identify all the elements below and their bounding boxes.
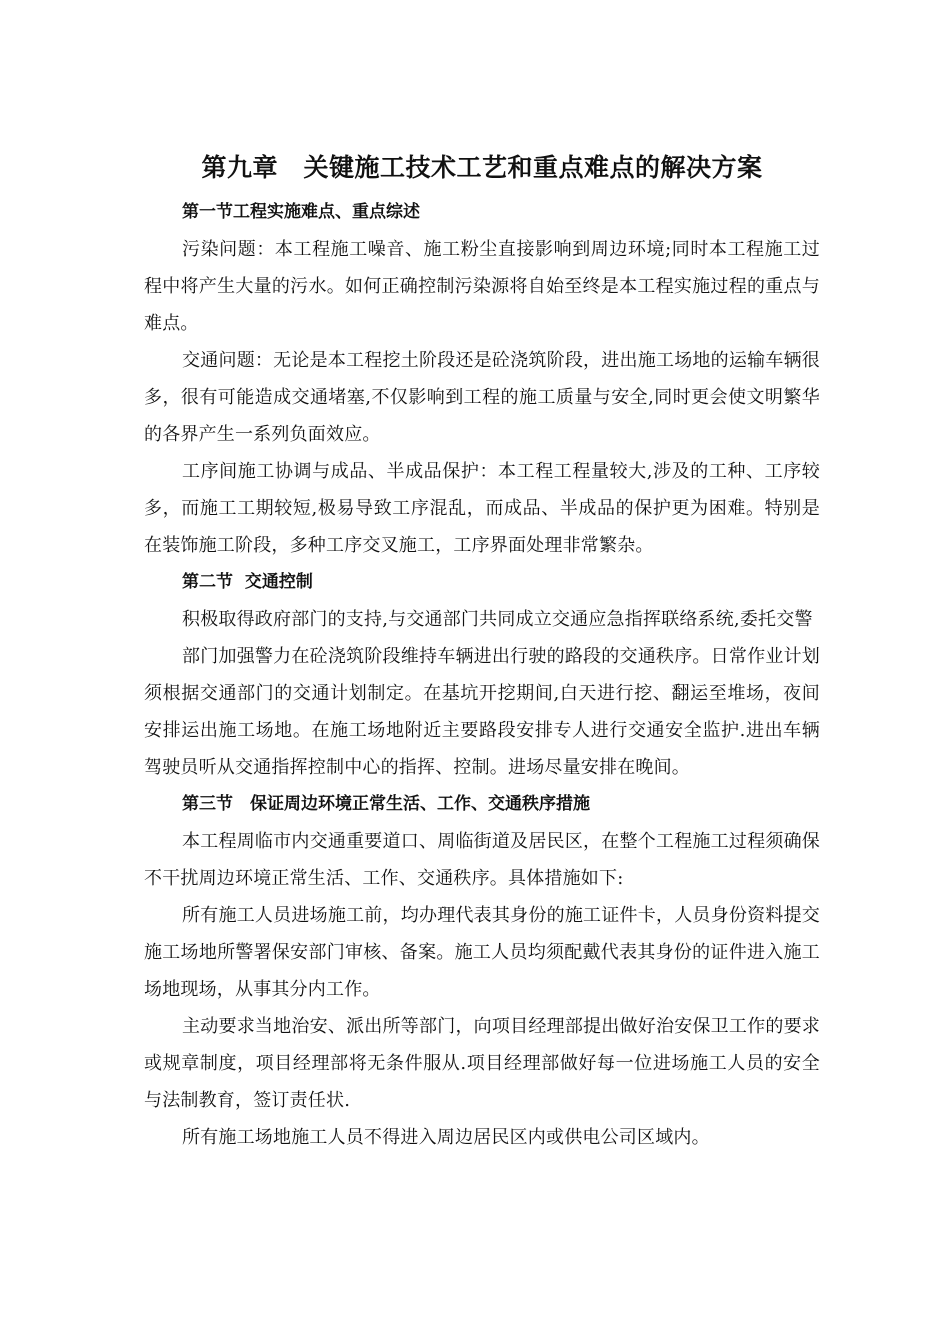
section-heading: 第三节 保证周边环境正常生活、工作、交通秩序措施 bbox=[182, 794, 590, 814]
paragraph: 工序间施工协调与成品、半成品保护：本工程工程量较大,涉及的工种、工序较多，而施工工期较短,极易导致工序混乱，而成品、半成品的保护更为困难。特别是在装饰施工阶段，多种工序交叉施工，工序界面处理非常繁杂。 bbox=[144, 461, 820, 556]
paragraph: 所有施工人员进场施工前，均办理代表其身份的施工证件卡，人员身份资料提交施工场地所警署保安部门审核、备案。施工人员均须配戴代表其身份的证件进入施工场地现场，从事其分内工作。 bbox=[144, 905, 820, 1000]
paragraph: 所有施工场地施工人员不得进入周边居民区内或供电公司区域内。 bbox=[182, 1127, 710, 1148]
paragraph: 积极取得政府部门的支持,与交通部门共同成立交通应急指挥联络系统,委托交警 bbox=[182, 609, 813, 630]
section-heading: 第一节工程实施难点、重点综述 bbox=[182, 202, 420, 222]
paragraph: 部门加强警力在砼浇筑阶段维持车辆进出行驶的路段的交通秩序。日常作业计划须根据交通部门的交通计划制定。在基坑开挖期间,白天进行挖、翻运至堆场，夜间安排运出施工场地。在施工场地附近主要路段安排专人进行交通安全监护.进出车辆驾驶员听从交通指挥控制中心的指挥、控制。进场尽量安排在晚间。 bbox=[144, 646, 820, 778]
paragraph: 污染问题：本工程施工噪音、施工粉尘直接影响到周边环境;同时本工程施工过程中将产生大量的污水。如何正确控制污染源将自始至终是本工程实施过程的重点与难点。 bbox=[144, 239, 820, 334]
paragraph: 主动要求当地治安、派出所等部门，向项目经理部提出做好治安保卫工作的要求或规章制度，项目经理部将无条件服从.项目经理部做好每一位进场施工人员的安全与法制教育，签订责任状. bbox=[144, 1016, 820, 1111]
section-heading: 第二节 交通控制 bbox=[182, 572, 313, 592]
paragraph: 交通问题：无论是本工程挖土阶段还是砼浇筑阶段，进出施工场地的运输车辆很多，很有可能造成交通堵塞,不仅影响到工程的施工质量与安全,同时更会使文明繁华的各界产生一系列负面效应。 bbox=[144, 350, 820, 445]
paragraph: 本工程周临市内交通重要道口、周临街道及居民区，在整个工程施工过程须确保不干扰周边环境正常生活、工作、交通秩序。具体措施如下: bbox=[144, 831, 820, 889]
chapter-title: 第九章 关键施工技术工艺和重点难点的解决方案 bbox=[201, 153, 763, 182]
document-page bbox=[144, 150, 820, 1156]
